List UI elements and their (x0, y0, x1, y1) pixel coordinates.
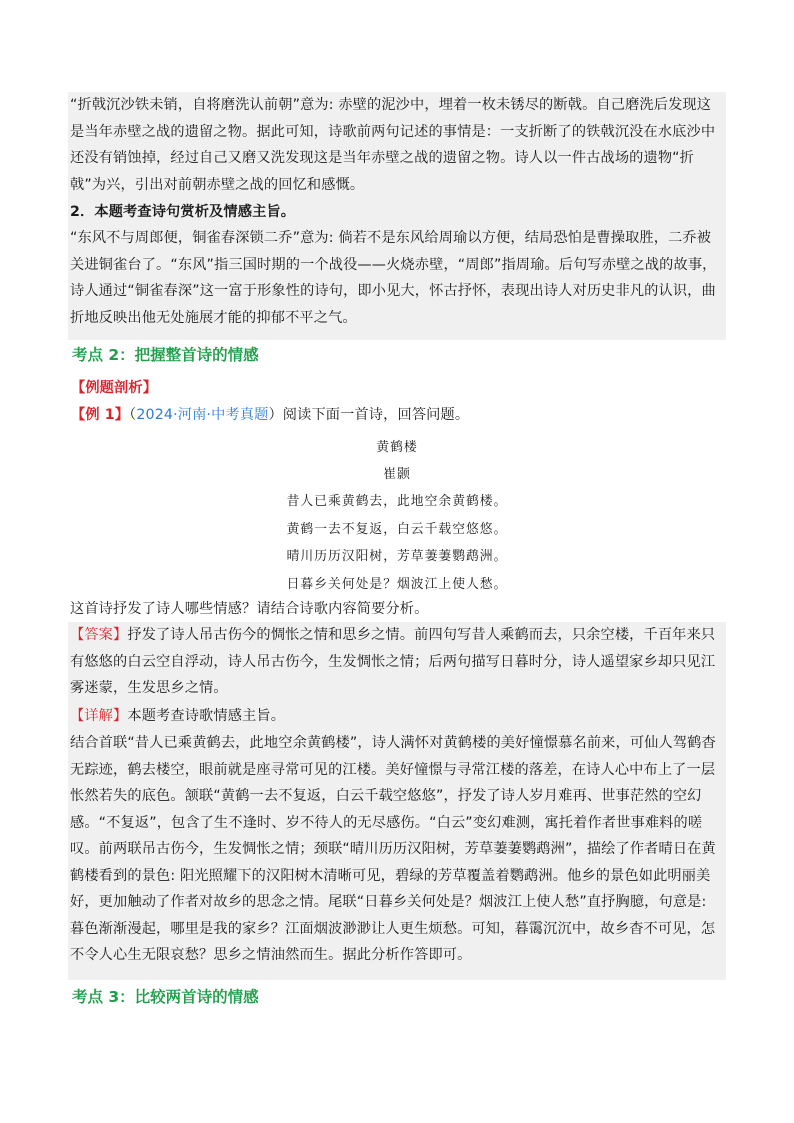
example-source-open: （ (129, 407, 137, 423)
poem-author: 崔颢 (383, 467, 411, 482)
analysis-paragraph-2: “东风不与周郎便，铜雀春深锁二乔”意为: 倘若不是东风给周瑜以方便，结局恐怕是曹操取胜，二乔被关进铜雀台了。“东风”指三国时期的一个战役——火烧赤壁，“周郎”指周瑜。后句写赤壁之战的故事，诗人通过“铜雀春深”这一富于形象性的诗句，即小见大，怀古抒怀，表现出诗人对历史非凡的认识，曲折地反映出他无处施展才能的抑郁不平之气。 (70, 230, 717, 326)
detail-intro: 本题考查诗歌情感主旨。 (127, 708, 286, 724)
answer-label: 【答案】 (70, 627, 128, 643)
detail-label-line (70, 703, 724, 730)
answer-paragraph (70, 622, 724, 702)
point-2-label: 2．本题考查诗句赏析及情感主旨。 (70, 204, 296, 220)
poem-line: 昔人已乘黄鹤去，此地空余黄鹤楼。 (286, 494, 508, 509)
detail-paragraph: 结合首联“昔人已乘黄鹤去，此地空余黄鹤楼”，诗人满怀对黄鹤楼的美好憧憬慕名前来，可仙人驾鹤杳无踪迹，鹤去楼空，眼前就是座寻常可见的江楼。美好憧憬与寻常江楼的落差，在诗人心中布上了一层怅然若失的底色。颔联“黄鹤一去不复返，白云千载空悠悠”，抒发了诗人岁月难再、世事茫然的空幻感。“不复返”，包含了生不逢时、岁不待人的无尽感伤。“白云”变幻难测，寓托着作者世事难料的嗟叹。前两联吊古伤今，生发惆怅之情；颈联“晴川历历汉阳树，芳草萋萋鹦鹉洲”，描绘了作者晴日在黄鹤楼看到的景色: 阳光照耀下的汉阳树木清晰可见，碧绿的芳草覆盖着鹦鹉洲。他乡的景色如此明丽美好，更加触动了作者对故乡的思念之情。尾联“日暮乡关何处是？烟波江上使人愁”直抒胸臆，句意是: 暮色渐渐漫起，哪里是我的家乡？江面烟波渺渺让人更生烦愁。可知，暮霭沉沉中，故乡杳不可见，怎不令人心生无限哀愁？思乡之情油然而生。据此分析作答即可。 (70, 735, 716, 963)
poem-line: 晴川历历汉阳树，芳草萋萋鹦鹉洲。 (286, 549, 508, 564)
analysis-paragraph-1: “折戟沉沙铁未销，自将磨洗认前朝”意为: 赤壁的泥沙中，埋着一枚未锈尽的断戟。自己磨洗后发现这是当年赤壁之战的遗留之物。据此可知，诗歌前两句记述的事情是：一支折断了的铁戟沉没在水底沙中还没有销蚀掉，经过自己又磨又洗发现这是当年赤壁之战的遗留之物。诗人以一件古战场的遗物“折戟”为兴，引出对前朝赤壁之战的回忆和感慨。 (70, 97, 716, 193)
poem-title: 黄鹤楼 (376, 440, 418, 455)
example-line (71, 402, 725, 429)
section-heading-3: 考点 3：比较两首诗的情感 (72, 988, 259, 1006)
example-source: 2024·河南·中考真题 (136, 407, 269, 423)
section-heading-2: 考点 2：把握整首诗的情感 (72, 346, 259, 364)
poem-line: 黄鹤一去不复返，白云千载空悠悠。 (286, 522, 508, 537)
example-number: 【例 1】 (71, 407, 130, 423)
detail-label: 【详解】 (70, 708, 128, 724)
question-text: 这首诗抒发了诗人哪些情感？请结合诗歌内容简要分析。 (70, 601, 429, 617)
poem-line: 日暮乡关何处是？烟波江上使人愁。 (286, 577, 508, 592)
example-tag: 【例题剖析】 (71, 380, 158, 396)
answer-text: 抒发了诗人吊古伤今的惆怅之情和思乡之情。前四句写昔人乘鹤而去，只余空楼，千百年来只有悠悠的白云空自浮动，诗人吊古伤今，生发惆怅之情；后两句描写日暮时分，诗人遥望家乡却只见江雾迷蒙，生发思乡之情。 (70, 627, 716, 696)
example-instruction: ）阅读下面一首诗，回答问题。 (268, 407, 470, 423)
